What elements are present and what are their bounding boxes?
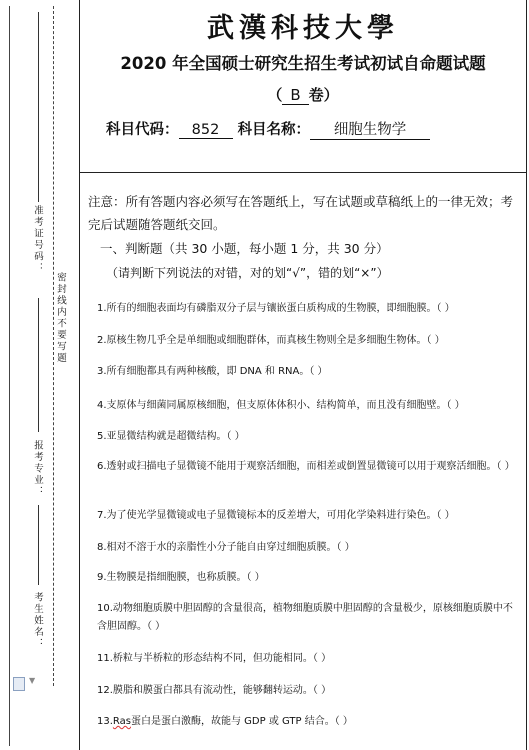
exam-no-fill-line xyxy=(38,12,39,202)
no-answer-notice: 密封线内不要写题 xyxy=(55,272,66,364)
name-label: 考生姓名： xyxy=(32,592,43,650)
paper-code: B xyxy=(282,86,308,105)
question-item: 5.亚显微结构就是超微结构。（ ） xyxy=(97,431,245,442)
major-label: 报考专业： xyxy=(32,440,43,498)
question-item: 2.原核生物几乎全是单细胞或细胞群体，而真核生物则全是多细胞生物体。（ ） xyxy=(97,335,445,346)
subject-line xyxy=(106,118,430,140)
question-item: 9.生物膜是指细胞膜，也称质膜。（ ） xyxy=(97,572,265,583)
exam-no-label: 准考证号码： xyxy=(32,205,43,274)
exam-paper xyxy=(79,0,527,750)
subject-code: 852 xyxy=(179,122,233,139)
exam-title: 2020 年全国硕士研究生招生考试初试自命题试题 xyxy=(120,54,486,73)
question-item: 11.桥粒与半桥粒的形态结构不同，但功能相同。（ ） xyxy=(97,653,332,664)
paper-close-label: 卷） xyxy=(308,86,339,104)
paper-open-paren: （ xyxy=(267,86,283,104)
question-item: 12.膜脂和膜蛋白都具有流动性，能够翻转运动。（ ） xyxy=(97,685,332,696)
section-title: 一、判断题（共 30 小题，每小题 1 分，共 30 分） xyxy=(100,241,389,256)
question-item: 1.所有的细胞表面均有磷脂双分子层与镶嵌蛋白质构成的生物膜，即细胞膜。（ ） xyxy=(97,303,455,314)
question-item: 8.相对不溶于水的亲脂性小分子能自由穿过细胞质膜。（ ） xyxy=(97,542,355,553)
question-item: 6.透射或扫描电子显微镜不能用于观察活细胞，而相差或倒置显微镜可以用于观察活细胞。（ ） xyxy=(97,461,515,472)
spellcheck-term: Ras xyxy=(112,716,131,727)
margin-outer-rule xyxy=(9,6,10,746)
document-icon[interactable] xyxy=(13,677,25,691)
notice-text: 注意：所有答题内容必须写在答题纸上，写在试题或草稿纸上的一律无效；考完后试题随答题纸交回。 xyxy=(88,194,514,232)
chevron-down-icon[interactable]: ▼ xyxy=(29,676,36,685)
question-number: 13. xyxy=(97,716,113,727)
question-item: 10.动物细胞质膜中胆固醇的含量很高，植物细胞质膜中胆固醇的含量极少，原核细胞质膜中不含胆固醇。（ ） xyxy=(97,603,513,632)
major-fill-line xyxy=(38,505,39,585)
school-name: 武漢科技大學 xyxy=(207,13,399,44)
question-item xyxy=(97,713,517,731)
question-item: 3.所有细胞都具有两种核酸，即 DNA 和 RNA。（ ） xyxy=(97,366,328,377)
subject-name-label: 科目名称： xyxy=(237,122,311,138)
section-hint: （请判断下列说法的对错，对的划“√”，错的划“×”） xyxy=(106,266,389,280)
exam-no-lower-line xyxy=(38,298,39,432)
question-item: 4.支原体与细菌同属原核细胞，但支原体体积小、结构简单，而且没有细胞壁。（ ） xyxy=(97,400,465,411)
subject-code-label: 科目代码： xyxy=(106,122,179,138)
question-text: 蛋白是蛋白激酶，故能与 GDP 或 GTP 结合。（ ） xyxy=(130,716,353,727)
exam-header xyxy=(80,0,526,173)
paper-version xyxy=(80,84,526,105)
binding-margin xyxy=(0,0,72,750)
subject-name: 细胞生物学 xyxy=(310,118,430,140)
question-item: 7.为了使光学显微镜或电子显微镜标本的反差增大，可用化学染料进行染色。（ ） xyxy=(97,510,455,521)
